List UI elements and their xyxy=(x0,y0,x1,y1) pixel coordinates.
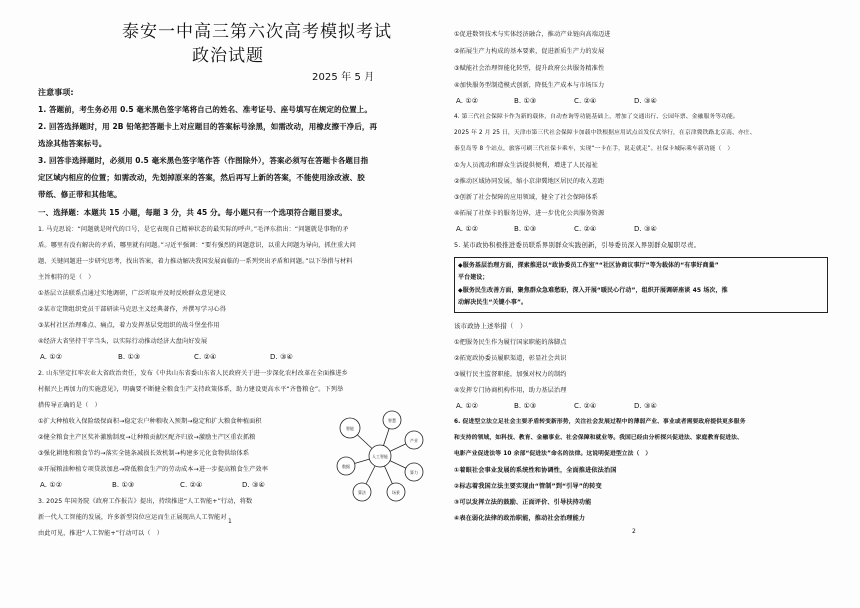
q4-stem: 2025 年 2 月 25 日，天津市第三代社会保障卡加载中铁根据应用试点首发仪式举行，在京津冀铁路北京南、亦庄、 xyxy=(454,130,756,136)
page-number-1: 1 xyxy=(228,518,232,525)
q5-answer-c: C. ②④ xyxy=(574,402,597,410)
q5-box-line: 平台建设； xyxy=(458,274,489,281)
q1-stem: 1. 马克思说：“问题就是时代的口号，是它表现自己精神状态的最实际的呼声。”毛泽东指出：“问题就是事物的矛 xyxy=(38,226,349,233)
q4-answer-a: A. ①② xyxy=(456,225,479,233)
q3-stem: 3. 2025 年国务院《政府工作报告》提出，持续推进“人工智能+”行动，将数 xyxy=(38,498,253,505)
note-line: 2. 回答选择题时，用 2B 铅笔把答题卡上对应题目的答案标号涂黑，如需改动，用橡皮擦干净后，再 xyxy=(38,122,378,131)
q3-answer-a: A. ①② xyxy=(456,97,479,105)
q3-answer-c: C. ②④ xyxy=(574,97,597,105)
note-line: 1. 答题前，考生务必用 0.5 毫米黑色签字笔将自己的姓名、准考证号、座号填写在规定的位置上。 xyxy=(38,105,372,114)
q4-answer-d: D. ③④ xyxy=(634,225,657,233)
q1-answer-d: D. ③④ xyxy=(270,353,293,361)
notes-heading: 注意事项: xyxy=(38,88,74,97)
q5-option: ③履行民主监督职能，加强对权力的制约 xyxy=(454,371,567,378)
q2-option: ②健全粮食主产区奖补激励制度→让种粮贡献区配齐归放→激励主产区重农抓粮 xyxy=(38,434,256,441)
q3-answer-d: D. ③④ xyxy=(634,97,657,105)
q3-option: ①促进数智技术与实体经济融合，推动产业链向高端迈进 xyxy=(454,31,611,38)
q4-answer-b: B. ①③ xyxy=(514,225,537,233)
q1-option: ④经济大省坚持干字当头，以实际行动推动经济大盘向好发展 xyxy=(38,338,208,345)
q2-answer-d: D. ③④ xyxy=(242,481,265,489)
q3-stem: 由此可见，推进“人工智能+”行动可以（ ） xyxy=(38,530,164,537)
diagram-label: 场景 xyxy=(392,490,400,495)
q4-stem: 4. 第三代社会保障卡作为新的载体，自动查询等功能基础上，增加了交通出行、公园年票、金融服务等功能。 xyxy=(454,114,739,120)
q3-option: ③赋能社会治理智能化转型，提升政府公共服务精准性 xyxy=(454,65,605,72)
exam-subtitle: 政治试题 xyxy=(192,46,264,66)
q5-option: ①把服务民生作为履行国家职能的落脚点 xyxy=(454,339,567,346)
q4-option: ②推动区域协同发展，缩小京津冀地区居民的收入差距 xyxy=(454,178,605,185)
q2-option: ①扩大种植收入保险级保面积→稳定农户种粮收入预期→稳定和扩大粮食种植面积 xyxy=(38,418,262,425)
note-line: 选涂其他答案标号。 xyxy=(38,139,107,148)
q6-option: ③可以发挥立法的鼓励、正面评价、引导扶持功能 xyxy=(454,499,592,506)
q5-box-line: 动解决民生“关键小事”。 xyxy=(458,299,528,306)
q5-answer-d: D. ③④ xyxy=(634,402,657,410)
q2-stem: 村振兴上再加力的实施意见》，明确要不断健全粮食生产支持政策体系，助力建设更高水平“齐鲁粮仓”。下列举 xyxy=(38,386,344,393)
q6-option: ②标志着我国立法主要实现由“管制”到“引导”的转变 xyxy=(454,483,602,490)
q2-stem: 2. 山东坚定扛牢农业大省政治责任，发布《中共山东省委山东省人民政府关于进一步深化农村改革在全面推进乡 xyxy=(38,370,348,377)
q6-stem: 和支持的领域，如科技、教育、金融事业、社会保障和就业等。我国已经由分析探兴促进法、家庭教育促进法、 xyxy=(454,435,743,441)
q2-answer-b: B. ①③ xyxy=(112,481,135,489)
diagram-label: 数据 xyxy=(342,464,350,469)
q4-option: ④拓展了社保卡的服务边界，进一步优化公共服务资源 xyxy=(454,210,605,217)
exam-date: 2025 年 5 月 xyxy=(312,72,375,83)
q4-option: ①为人员流动和群众生活提供便利，增进了人民福祉 xyxy=(454,162,598,169)
q3-option: ②拓展生产力构成的基本要素，促进新质生产力的发展 xyxy=(454,48,605,55)
q1-answer-b: B. ①③ xyxy=(118,353,141,361)
diagram-label: 算力 xyxy=(410,470,418,475)
q1-option: ①基层立法联系点通过实地调研，广泛听取并及时反映群众意见建议 xyxy=(38,290,226,297)
q3-stem: 新一代人工智能的发展，许多新型岗位应运而生正展现出人工智能对 xyxy=(38,514,227,521)
q5-option: ④发挥专门协商机构作用，助力基层治理 xyxy=(454,387,567,394)
q1-option: ②某市定期组织党员干部研读马克思主义经典著作，并撰写学习心得 xyxy=(38,306,226,313)
q1-option: ③某村社区治理难点、痛点，着力发挥基层党组织的战斗堡垒作用 xyxy=(38,322,220,329)
page-number-2: 2 xyxy=(632,528,636,535)
q1-answer-a: A. ①② xyxy=(40,353,63,361)
note-line: 定区域内相应的位置；如需改动，先划掉原来的答案，然后再写上新的答案，不能使用涂改液、胶 xyxy=(38,173,365,182)
q5-tail: 该市政协上述举措（ ） xyxy=(454,322,527,330)
diagram-label: 产业 xyxy=(410,438,418,443)
q1-stem: 盾。哪里有没有解决的矛盾，哪里就有问题。”习近平强调：“要有强烈的问题意识，以重大问题为导向，抓住重大问 xyxy=(38,242,356,249)
diagram-label: 智慧 xyxy=(388,418,396,423)
q1-stem: 主旨相符的是（ ） xyxy=(38,274,95,281)
q3-answer-b: B. ①③ xyxy=(514,97,537,105)
diagram-label: 智能 xyxy=(346,426,354,431)
q2-answer-c: C. ②④ xyxy=(180,481,203,489)
q1-answer-c: C. ②④ xyxy=(194,353,217,361)
q4-option: ③创新了社会保障的应用领域，健全了社会保障体系 xyxy=(454,194,598,201)
q2-answer-a: A. ①② xyxy=(40,481,63,489)
q5-answer-a: A. ①② xyxy=(456,402,479,410)
q6-stem: 6. 促进型立法立足社会主要矛盾转变新形势，关注社会发展过程中的薄弱产业、事业或者需要政府提供更多服务 xyxy=(454,419,746,425)
q5-box-line: ◆服务基层治理方面，探索推进以“政协委员工作室”“社区协商议事厅”等为载体的“有事好商量” xyxy=(458,262,719,269)
diagram-label: 人工智能 xyxy=(372,454,388,459)
q6-option: ①着眼社会事业发展的系统性和协调性，全面推进依法治国 xyxy=(454,467,617,474)
q2-option: ④开展粮油种植专项贷款加息→降低粮食生产的劳动成本→进一步提高粮食生产效率 xyxy=(38,466,268,473)
q5-option: ②拓宽政协委员履职渠道，彰显社会共识 xyxy=(454,355,567,362)
q1-stem: 题、关键问题进一步研究思考，找出答案，着力推动解决我国发展面临的一系列突出矛盾和问题。”以下举措与材料 xyxy=(38,258,353,265)
q4-stem: 秦皇岛等 8 个站点，旅客可刷三代社保卡乘车，实现“一卡在手，说走就走”。社保卡城际乘车新功能（ ） xyxy=(454,146,734,152)
ai-diagram xyxy=(334,410,426,502)
q5-box-line: ◆服务民生改善方面，聚焦群众急难愁盼，深入开展“暖民心行动”，组织开展调研座谈 45 场次，推 xyxy=(458,287,728,294)
q3-option: ④加快服务型制造模式创新，降低生产成本与市场压力 xyxy=(454,82,605,89)
q6-option: ④表在弱化法律的政治职能，推动社会治理能力 xyxy=(454,515,586,522)
q2-option: ③强化耕地和粮食节约→落实全链条减损长效机制→构建多元化食物供给体系 xyxy=(38,450,250,457)
q4-answer-c: C. ②④ xyxy=(574,225,597,233)
note-line: 带纸、修正带和其他笔。 xyxy=(38,190,122,199)
q5-stem: 5. 某市政协积极推进委员联系界别群众实践创新，引导委员深入界别群众履职尽责。 xyxy=(454,241,701,249)
note-line: 3. 回答非选择题时，必须用 0.5 毫米黑色签字笔作答（作图除外），答案必须写在答题卡各题目指 xyxy=(38,156,369,165)
exam-title: 泰安一中高三第六次高考模拟考试 xyxy=(122,22,392,42)
section-heading: 一、选择题：本题共 15 小题，每题 3 分，共 45 分。每小题只有一个选项符合题目要求。 xyxy=(38,208,347,217)
diagram-label: 算法 xyxy=(358,490,366,495)
q5-answer-b: B. ①③ xyxy=(514,402,537,410)
q6-stem: 电影产业促进法等 10 余部“促进法”命名的法律。这说明促进型立法（ ） xyxy=(454,451,652,457)
q2-stem: 措传导正确的是（ ） xyxy=(38,402,101,409)
